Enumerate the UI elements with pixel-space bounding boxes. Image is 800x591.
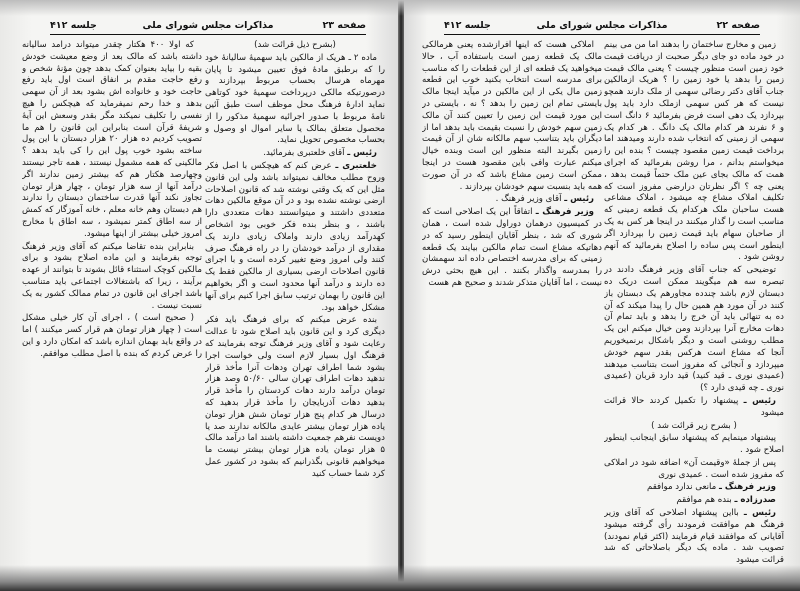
paragraph bbox=[604, 265, 784, 395]
paragraph bbox=[604, 458, 784, 482]
speaker-name: رئیس ـ bbox=[743, 508, 777, 519]
paragraph-text: که اولا ۴۰۰ هکتار چقدر میتواند درآمد سالیانه داشته باشد که مالک بعد از وضع معیشت خودش بقیه را بیاید بعنوان کمک بدهد چون مؤنهٔ شخص و رفع حاجت مقدم بر انفاق است اول باید رفع حاجت خود و خانواده اش بشود بعد از آن سهمی بدهد و خدا رحم نمیفرماید که هیچکس را هیچ نفسی را تکلیف نمیکند مگر بقدر وسعش این آیهٔ شریفهٔ قرآن است بنابراین این قانون را هم ما تصویب کردیم ده هزار ۲۰ هزار دبستان با این پول ساخته بشود خوب پول این را کی باید بدهد ؟ مالکینی که همه مشمول نیستند ، همه تاجر نیستند وچهارصد هکتار هم که بیشتر زمین ندارند اگر درآمد آنها از سه هزار تومان ، چهار هزار تومان تجاوز نکند آنها قدرت ساختمان دبستان را ندارند هم دبستان وهم خانه معلم ، خانه آموزگار که کمش از سه اطاق کمتر نمیشود ، سه اطاق با مخارج امروز خیلی بیشتر از اینها میشود. bbox=[22, 40, 202, 239]
speaker-name: وزیر فرهنگ ـ bbox=[535, 207, 594, 218]
left-page bbox=[0, 0, 398, 591]
speaker-name: رئیس ـ bbox=[564, 194, 594, 205]
text-column-left bbox=[422, 40, 602, 568]
paragraph bbox=[205, 148, 385, 160]
text-column-left bbox=[22, 40, 202, 568]
paragraph bbox=[205, 315, 385, 480]
paragraph bbox=[604, 482, 784, 494]
paragraph-text: پیشنهاد مینمایم که پیشنهاد سابق اینجانب اینطور اصلاح شود . bbox=[604, 433, 784, 456]
paragraph bbox=[604, 421, 784, 433]
paragraph bbox=[422, 207, 602, 290]
paragraph-text: املاکی هست که اینها افرازشده یعنی هرمالکی مالک یک قطعه زمین است باستفاده آب ، حالا میخواهید یک قطعه ای از این قطعات را که مناسب برای مدرسه است انتخاب بکنید خوب این قطعه زمین مال یکی از این مالکین در میآید اینجا مالک بایستی تمام این زمین را بدهد ؟ نه ، بایستی در این مورد قیمت این زمین را تعیین کنند آن مالک زمین سهم خودش را نسبت بقیمت باید بدهد اما از دیگران باید بتناسب سهم مالکانه شان از آن قیمت زمین بگیرند البته منظور این است وبنده خیال میکنم عبارت وافی باین مقصود هست در اینجا ممکن است زمین مشاع باشد که در آن صورت همه باید بنسبت سهم خودشان بپردازند . bbox=[422, 40, 602, 192]
text-column-right bbox=[604, 40, 784, 568]
scan-shadow-bottom bbox=[0, 565, 800, 591]
paragraph-text: آقای خلعتبری بفرمائید. bbox=[263, 148, 345, 159]
scan-shadow-top bbox=[0, 0, 800, 16]
paragraph bbox=[205, 40, 385, 52]
paragraph bbox=[22, 242, 202, 313]
paragraph bbox=[22, 313, 202, 360]
paragraph-text: بنده هم موافقم bbox=[676, 495, 732, 506]
paragraph-text: اتفاقاً این یک اصلاحی است که در کمیسیون درهمان دوراول شده است ، همان شوری که شد ، بنظر آقایان اینطور رسید که در دهاتیکه مشاع است تمام مالکین بیایند یک قطعه زمینی که برای مدرسه اختصاص داده اند سهمشان را بمدرسه واگذار بکنند . این هیچ بحثی درش نیست ، اما آقایان متذکر شدند و صحیح هم هست bbox=[422, 207, 602, 288]
paragraph bbox=[604, 396, 784, 420]
paragraph-text: مانعی ندارد موافقم bbox=[646, 482, 717, 493]
paragraph-text: بنابراین بنده تقاضا میکنم که آقای وزیر فرهنگ توجه بفرمایند و این ماده اصلاح بشود و برای مالکین کوچک استثناء قائل بشوند تا بتوانند از عهده برآیند ، زیرا که باشتغالات اجتماعی باید متناسب باشد اجرای این قانون در تمام ممالک کشور به یک نسبت نیست . bbox=[22, 241, 202, 311]
paragraph-text: پیشنهاد را تکمیل کردند حالا قرائت میشود bbox=[604, 395, 784, 418]
speaker-name: رئیس ـ bbox=[347, 148, 377, 159]
paragraph bbox=[422, 40, 602, 193]
speaker-name: وزیر فرهنگ ـ bbox=[718, 482, 776, 493]
paragraph bbox=[604, 40, 784, 264]
paragraph bbox=[604, 495, 784, 507]
paragraph-text: آقای وزیر فرهنگ . bbox=[495, 194, 562, 205]
page-number: صفحه ۲۳ bbox=[322, 20, 366, 31]
speaker-name: رئیس ـ bbox=[743, 395, 776, 406]
paragraph-text: پس از جملهٔ «وقیمت آن» اضافه شود در املاکی که مفروز شده است . عمیدی نوری bbox=[604, 457, 784, 480]
paragraph bbox=[604, 433, 784, 457]
paragraph-text: بااین پیشنهاد اصلاحی که آقای وزیر فرهنگ هم موافقت فرمودند رأی گرفته میشود آقایانی که موافقند قیام فرمایند (اکثر قیام نمودند) تصویب شد . ماده یک دیگر باصلاحاتی که شد قرائت میشود bbox=[604, 508, 784, 566]
speaker-name: خلعتبری ـ bbox=[335, 160, 377, 171]
right-page bbox=[404, 0, 800, 591]
paragraph bbox=[22, 40, 202, 241]
session-number: جلسه ۴۱۲ bbox=[50, 20, 97, 31]
paragraph-text: بنده عرض میکنم که برای فرهنگ باید فکر دیگری کرد و این قانون باید اصلاح شود تا عدالت رعایت شود و آقای وزیر فرهنگ توجه بفرمایند که فرهنگ اول بسیار لازم است ولی خواست اجرا بشود شما اطراف تهران ودهات آنرا مأخذ قرار ندهید دهات اطراف تهران سالی ۵۰/۶۰ وصد هزار تومان درآمد دارند دهات کردستان را مأخذ قرار بدهید دهات آذربایجان را مأخذ قرار بدهید که درسال هر کدام پنج هزار تومان شش هزار تومان یاده هزار تومان بیشتر عایدی مالکانه ندارند صد یا دویست نفرهم جمعیت داشته باشند اما درآمد مالک ۵ هزار تومان یاده هزار تومان بیشتر نیست ما میخواهیم قانونی بگذرانیم که بشود در کشور عمل کرد شما حساب کنید bbox=[205, 315, 385, 479]
page-header bbox=[50, 20, 366, 35]
text-column-right bbox=[205, 40, 385, 568]
speaker-name: صدرزاده ـ bbox=[734, 495, 776, 506]
paragraph-text: توضیحی که جناب آقای وزیر فرهنگ دادند در تبصره سه هم میگویند ممکن است دریک ده دبستان لازم باشد چندده مجاورهم یک دبستان باز کنند در آن مورد هم همین حال را پیدا میکند که آن ده به تنهائی باید آن خرج را بدهد و باید تمام آن دهات مخارج آنرا بپردازند ومن خیال میکنم این یک مطلب روشنی است و دیگر باشکال برنمیخوریم آنجا که مشاع است هرکس بقدر سهم خودش میپردازد و آنجائی که مفروز است بتناسب میدهند (عمیدی نوری ـ قید کنید) قید دارد قربان (عمیدی نوری ـ چه قیدی دارد ؟) bbox=[604, 265, 784, 394]
paragraph-text: ماده ۲ ـ هریک از مالکین باید سهمیهٔ سالیانهٔ خود را که برطبق مادهٔ فوق تعیین میشود تا پایان مهرماه هرسال بحساب مربوط بپردازند و درصورتیکه مالکی درپرداخت سهمیهٔ خود کوتاهی نماید ادارهٔ فرهنگ محل موظف است طبق آئین نامهٔ مربوط با صدور اجرائیه سهمیهٔ مذکور را از محصول متعلق بمالک یا سایر اموال او وصول و بحساب مخصوص تحویل نماید. bbox=[205, 52, 385, 146]
paragraph-text: ( صحیح است ) ، اجرای آن کار خیلی مشکل است ( چهار هزار تومان هم قرار کسر میکنند ) اما در واقع باید بهمان اندازه باشد که امکان دارد و این را عرض کردم که بنده با اصل مطلب موافقم. bbox=[22, 313, 202, 359]
paragraph-text: عرض کنم که هیچکس با اصل فکر وروح مطلب مخالف نمیتواند باشد ولی این قانون مثل این که یک وقتی نوشته شد که قانون اصلاحات ارضی نوشته نشده بود و در آن موقع مالکین دهات متعددی داشتند و میتوانستند دهات متعددی دارا باشند ، و بنظر بنده فکر خوبی بود اشخاص کهدرآمد زیادی دارند واملاک زیادی دارند یک مقداری از درآمد خودشان را در راه فرهنگ صرف کنند ولی امروز وضع تغییر کرده است و با اجرای قانون اصلاحات ارضی بسیاری از مالکین فقط یک ده دارند و درآمد آنها محدود است و اگر بخواهیم این قانون را بهمان ترتیب سابق اجرا کنیم برای آنها مشکل خواهد بود. bbox=[205, 160, 385, 313]
paragraph bbox=[205, 53, 385, 147]
running-title: مذاکرات مجلس شورای ملی bbox=[536, 20, 668, 31]
page-number: صفحه ۲۲ bbox=[716, 20, 760, 31]
session-number: جلسه ۴۱۲ bbox=[444, 20, 491, 31]
paragraph bbox=[604, 508, 784, 567]
paragraph-text: (بشرح ذیل قرائت شد) bbox=[254, 40, 336, 50]
page-header bbox=[444, 20, 760, 35]
running-title: مذاکرات مجلس شورای ملی bbox=[142, 20, 274, 31]
paragraph-text: زمین و مخارج ساختمان را بدهند اما من می بینم در خود ماده دو جای دیگر صحبت از دریافت قیمت خود زمین است منظور چیست ؟ یعنی مالک قیمت زمین را بدهد یا خود زمین را ؟ هریک ازمالکین جناب آقای دکتر رضائی سهمی از ملک دارند همچو نیست که هر کس سهمی ازملک دارد باید پول بپردازد یک دهی است فرض بفرمائید ۶ دانگ است و ۶ نفرند هر کدام مالک یک دانگ . هر کدام یک سهمی از زمینی که انتخاب شده دارند ومیدهند اما برداخت قیمت زمین مقصود چیست ؟ بنده این را میخواستم بدانم ، مرا روشن بفرمائید که اجرای همت که مالک بجای عین ملک حتماً قیمت بدهد ، یعنی چه ؟ اگر نظرتان درارضی مفروز است که تکلیف املاک مشاع چه میشود ، املاک مشاعی هست ساحبان ملک هرکدام یک قطعه زمینی که مناسب است را گذار میکنند در اینجا هر کس به یک از صاحبان سهام باید قیمت زمین را بپردازد اگر اینطور است پس ساده را اصلاح بفرمائید که آنهم روشن شود . bbox=[604, 40, 784, 263]
paragraph bbox=[422, 194, 602, 206]
paragraph bbox=[205, 161, 385, 314]
paragraph-text: ( بشرح زیر قرائت شد ) bbox=[651, 420, 737, 431]
